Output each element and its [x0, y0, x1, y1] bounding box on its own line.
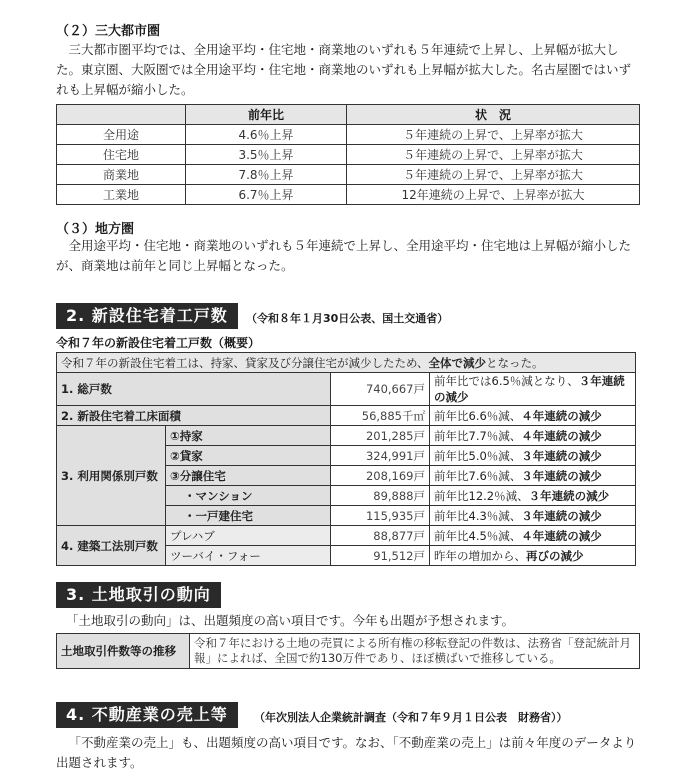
table-header: 前年比 — [186, 105, 347, 125]
row-label: ③分譲住宅 — [166, 466, 331, 486]
sales-paragraph: 「不動産業の売上」も、出題頻度の高い項目です。なお、「不動産業の売上」は前々年度のデータより出題されます。 — [56, 735, 637, 770]
row-label: 1. 総戸数 — [57, 373, 331, 406]
table-cell: 工業地 — [57, 185, 186, 205]
row-label: ツーバイ・フォー — [166, 546, 331, 566]
section-title-housing-starts: 2. 新設住宅着工戸数 — [56, 303, 238, 329]
regional-paragraph: 全用途平均・住宅地・商業地のいずれも５年連続で上昇し、全用途平均・住宅地は上昇幅が縮小したが、商業地は前年と同じ上昇幅となった。 — [56, 238, 632, 273]
row-value: 56,885千㎡ — [331, 406, 430, 426]
table-header — [57, 105, 186, 125]
table-header: 状 況 — [347, 105, 640, 125]
row-value: 88,877戸 — [331, 526, 430, 546]
table-row — [57, 634, 640, 669]
table-cell: 商業地 — [57, 165, 186, 185]
row-group-label: 3. 利用関係別戸数 — [57, 426, 166, 526]
metro-paragraph: 三大都市圏平均では、全用途平均・住宅地・商業地のいずれも５年連続で上昇し、上昇幅が拡大した。東京圏、大阪圏では全用途平均・住宅地・商業地のいずれも上昇幅が拡大した。名古屋圏ではいずれも上昇幅が縮小した。 — [56, 42, 632, 97]
row-note: 前年比7.7％減、４年連続の減少 — [430, 426, 636, 446]
row-note: 前年比では6.5％減となり、３年連続の減少 — [430, 373, 636, 406]
table-row — [57, 185, 640, 205]
row-note: 前年比12.2％減、３年連続の減少 — [430, 486, 636, 506]
row-value: 91,512戸 — [331, 546, 430, 566]
table-cell: ５年連続の上昇で、上昇率が拡大 — [347, 145, 640, 165]
table-cell: 7.8％上昇 — [186, 165, 347, 185]
table-cell: 住宅地 — [57, 145, 186, 165]
row-label: 土地取引件数等の推移 — [57, 634, 190, 669]
row-label: ・一戸建住宅 — [166, 506, 331, 526]
row-value: 324,991戸 — [331, 446, 430, 466]
row-note: 令和７年における土地の売買による所有権の移転登記の件数は、法務省「登記統計月報」によれば、全国で約130万件であり、ほぼ横ばいで推移している。 — [190, 634, 640, 669]
housing-table — [56, 352, 636, 566]
table-row — [57, 145, 640, 165]
land-paragraph: 「土地取引の動向」は、出題頻度の高い項目です。今年も出題が予想されます。 — [66, 613, 515, 628]
table-row — [57, 353, 636, 373]
metro-table — [56, 104, 640, 205]
table-row — [57, 125, 640, 145]
sales-source-note: （年次別法人企業統計調査（令和７年９月１日公表 財務省）） — [254, 711, 568, 724]
row-value: 740,667戸 — [331, 373, 430, 406]
row-label: ②貸家 — [166, 446, 331, 466]
row-value: 89,888戸 — [331, 486, 430, 506]
section-heading-regional: （３）地方圏 — [56, 222, 135, 237]
row-label: ・マンション — [166, 486, 331, 506]
table-cell: 3.5％上昇 — [186, 145, 347, 165]
row-note: 前年比4.3％減、３年連続の減少 — [430, 506, 636, 526]
row-note: 昨年の増加から、再びの減少 — [430, 546, 636, 566]
row-label: 2. 新設住宅着工床面積 — [57, 406, 331, 426]
row-note: 前年比7.6％減、３年連続の減少 — [430, 466, 636, 486]
table-cell: ５年連続の上昇で、上昇率が拡大 — [347, 165, 640, 185]
section-heading-metro: （２）三大都市圏 — [56, 24, 161, 39]
section-title-real-estate-sales: 4. 不動産業の売上等 — [56, 702, 238, 728]
row-note: 前年比5.0％減、３年連続の減少 — [430, 446, 636, 466]
row-group-label: 4. 建築工法別戸数 — [57, 526, 166, 566]
table-cell: 4.6％上昇 — [186, 125, 347, 145]
row-value: 208,169戸 — [331, 466, 430, 486]
housing-source-note: （令和８年１月30日公表、国土交通省） — [246, 312, 449, 325]
table-row — [57, 526, 636, 546]
table-row — [57, 426, 636, 446]
land-table — [56, 633, 640, 669]
table-cell: 12年連続の上昇で、上昇率が拡大 — [347, 185, 640, 205]
table-cell: ５年連続の上昇で、上昇率が拡大 — [347, 125, 640, 145]
row-note: 前年比6.6％減、４年連続の減少 — [430, 406, 636, 426]
row-label: プレハブ — [166, 526, 331, 546]
table-cell: 全用途 — [57, 125, 186, 145]
summary-cell: 令和７年の新設住宅着工は、持家、貸家及び分譲住宅が減少したため、全体で減少となった。 — [57, 353, 636, 373]
row-value: 201,285戸 — [331, 426, 430, 446]
table-row — [57, 406, 636, 426]
row-note: 前年比4.5％減、４年連続の減少 — [430, 526, 636, 546]
table-row — [57, 165, 640, 185]
row-value: 115,935戸 — [331, 506, 430, 526]
table-row — [57, 373, 636, 406]
housing-subtitle: 令和７年の新設住宅着工戸数（概要） — [56, 336, 261, 350]
table-header-row — [57, 105, 640, 125]
row-label: ①持家 — [166, 426, 331, 446]
table-cell: 6.7％上昇 — [186, 185, 347, 205]
section-title-land-transactions: 3. 土地取引の動向 — [56, 582, 221, 608]
